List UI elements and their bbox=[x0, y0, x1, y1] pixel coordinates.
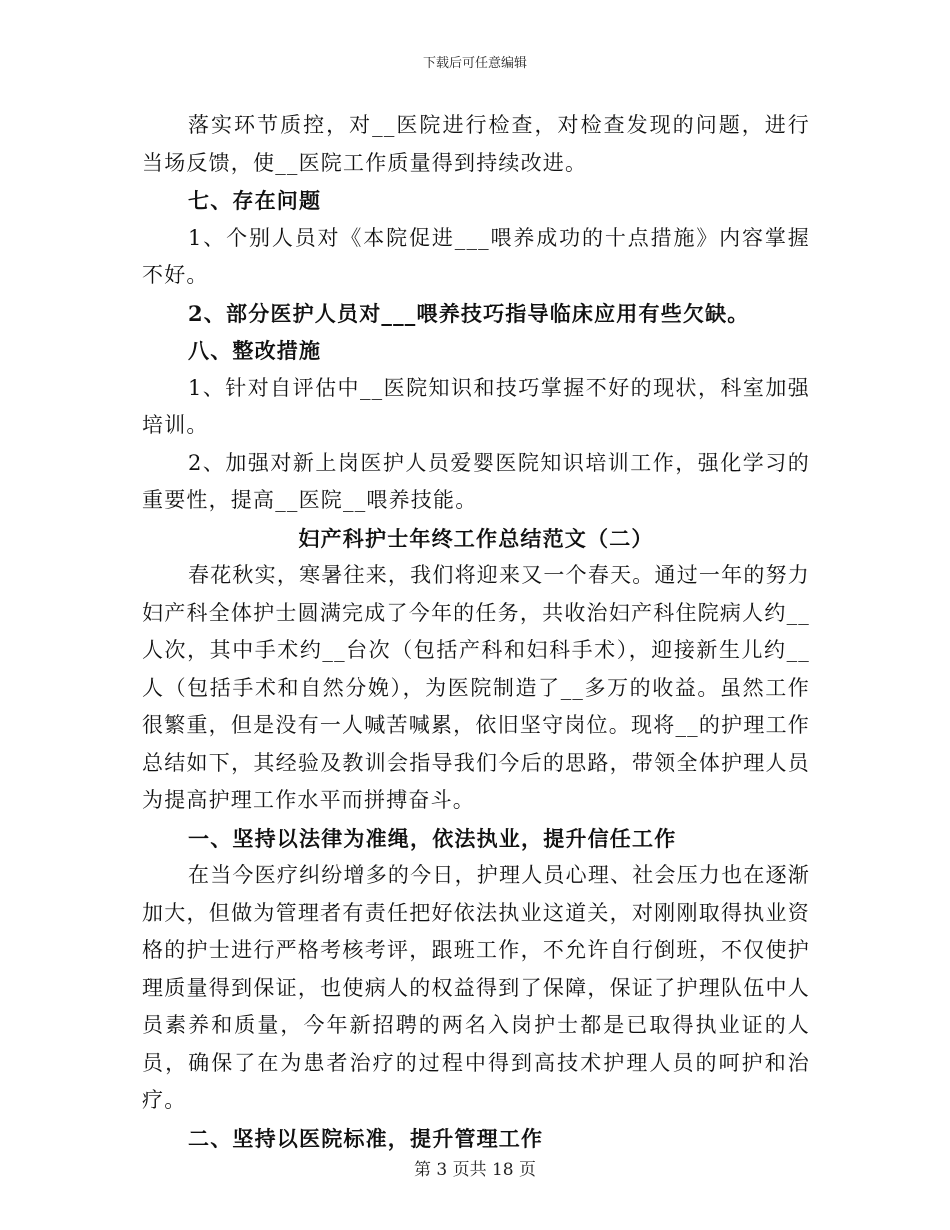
document-body bbox=[142, 107, 810, 1157]
rectification-item-1: 1、针对自评估中__医院知识和技巧掌握不好的现状，科室加强培训。 bbox=[142, 375, 810, 437]
heading-hospital-standard: 二、坚持以医院标准，提升管理工作 bbox=[188, 1125, 544, 1151]
page-footer: 第 3 页共 18 页 bbox=[413, 1160, 537, 1180]
heading-rectification: 八、整改措施 bbox=[188, 338, 322, 363]
paragraph-quality-control: 落实环节质控，对__医院进行检查，对检查发现的问题，进行当场反馈，使__医院工作质量得到持续改进。 bbox=[142, 113, 810, 175]
section-title: 妇产科护士年终工作总结范文（二） bbox=[298, 525, 654, 551]
heading-existing-problems: 七、存在问题 bbox=[188, 188, 322, 213]
rectification-item-2: 2、加强对新上岗医护人员爱婴医院知识培训工作，强化学习的重要性，提高__医院__喂养技能。 bbox=[142, 450, 810, 512]
paragraph-law: 在当今医疗纠纷增多的今日，护理人员心理、社会压力也在逐渐加大，但做为管理者有责任把好依法执业这道关，对刚刚取得执业资格的护士进行严格考核考评，跟班工作，不允许自行倒班，不仅使护理质量得到保证，也使病人的权益得到了保障，保证了护理队伍中人员素养和质量，今年新招聘的两名入岗护士都是已取得执业证的人员，确保了在为患者治疗的过程中得到高技术护理人员的呵护和治疗。 bbox=[142, 863, 810, 1112]
page-header: 下载后可任意编辑 bbox=[422, 56, 527, 71]
heading-law: 一、坚持以法律为准绳，依法执业，提升信任工作 bbox=[188, 825, 677, 851]
problem-item-1: 1、个别人员对《本院促进___喂养成功的十点措施》内容掌握不好。 bbox=[142, 225, 810, 287]
problem-item-2: 2、部分医护人员对___喂养技巧指导临床应用有些欠缺。 bbox=[188, 300, 750, 326]
paragraph-intro: 春花秋实，寒暑往来，我们将迎来又一个春天。通过一年的努力妇产科全体护士圆满完成了今年的任务，共收治妇产科住院病人约__人次，其中手术约__台次（包括产科和妇科手术），迎接新生儿约__人（包括手术和自然分娩），为医院制造了__多万的收益。虽然工作很繁重，但是没有一人喊苦喊累，依旧坚守岗位。现将__的护理工作总结如下，其经验及教训会指导我们今后的思路，带领全体护理人员为提高护理工作水平而拼搏奋斗。 bbox=[142, 563, 810, 812]
